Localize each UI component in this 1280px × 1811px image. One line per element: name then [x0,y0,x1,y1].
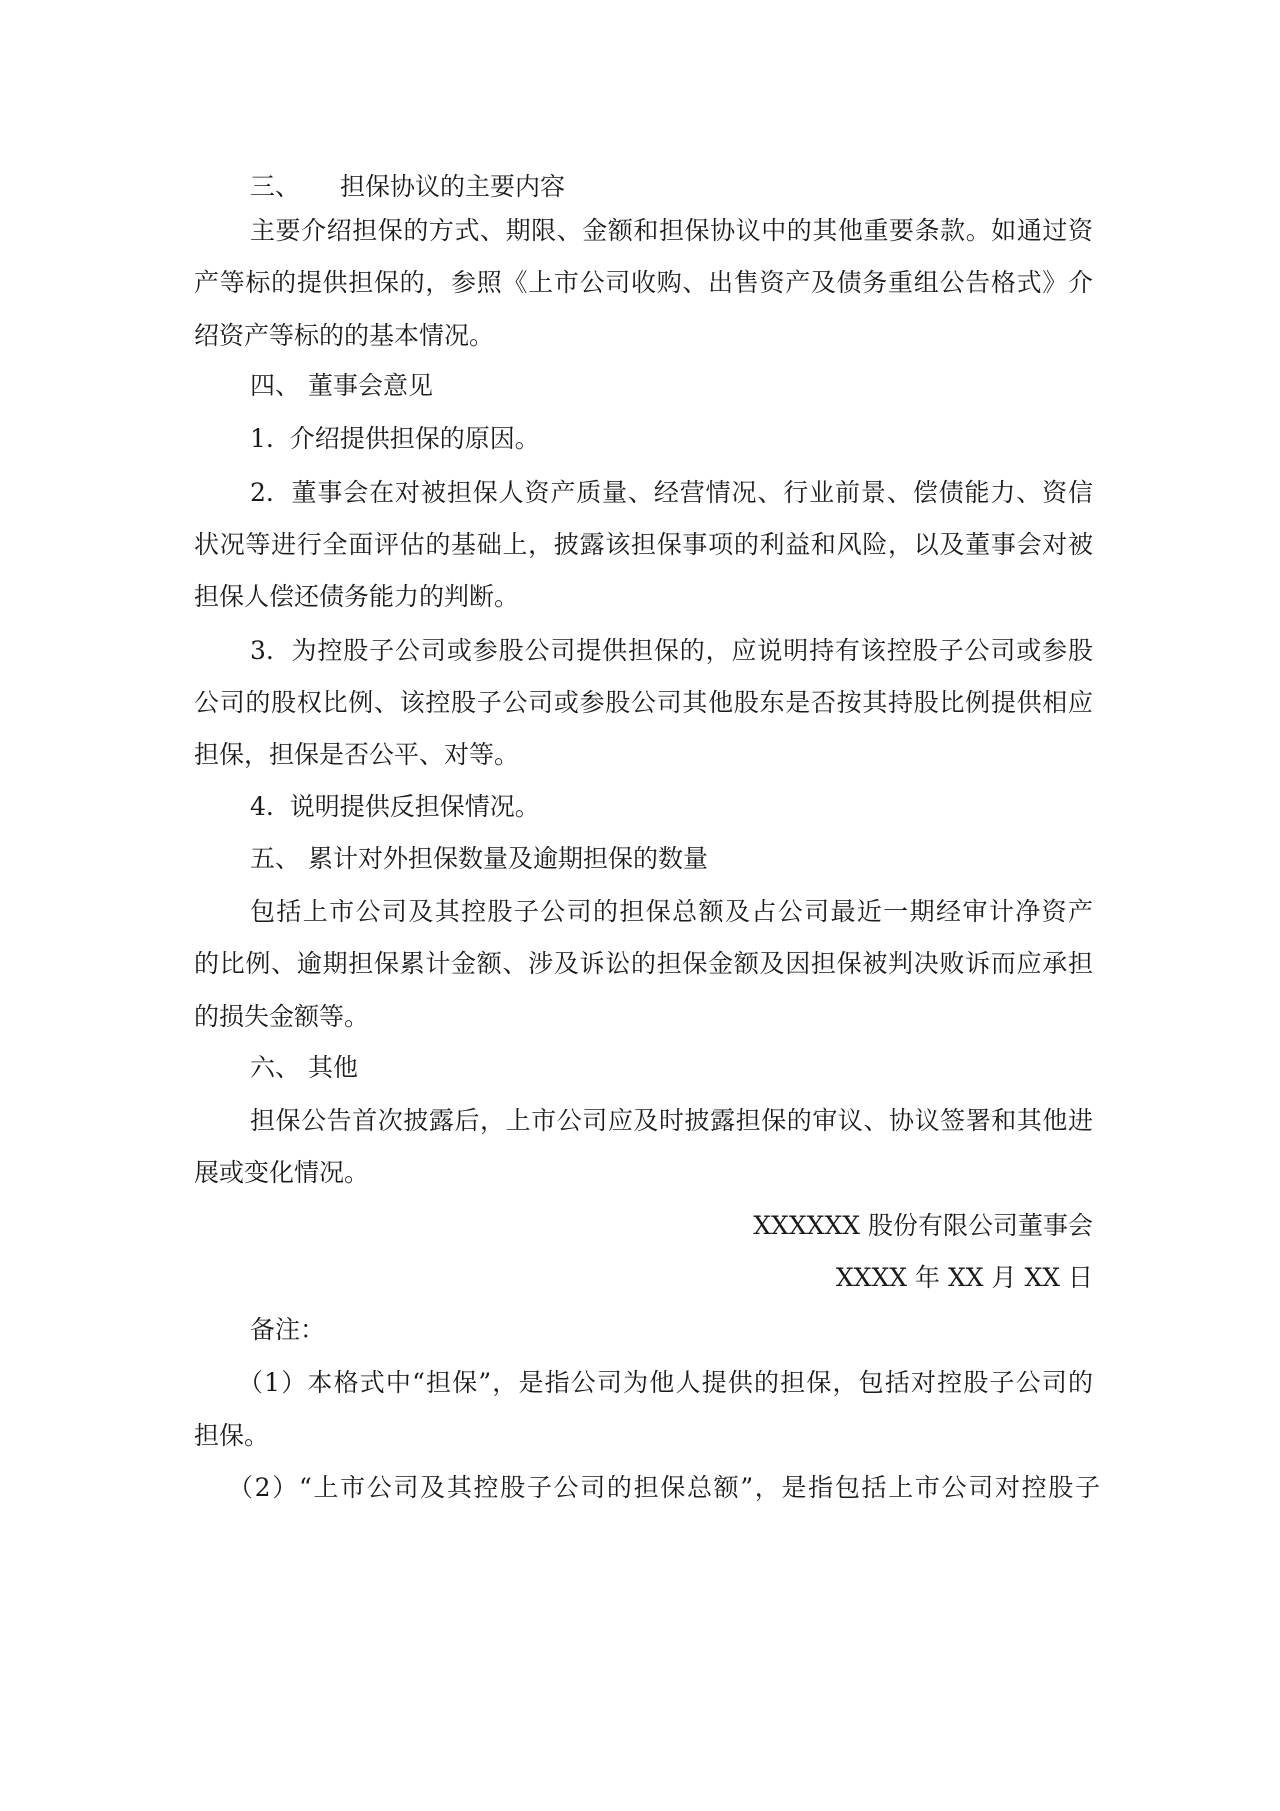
section-heading: 六、 其他 [250,1053,358,1082]
list-item: 3. 为控股子公司或参股公司提供担保的，应说明持有该控股子公司或参股 [250,636,1093,665]
section-title: 担保协议的主要内容 [340,172,566,201]
paragraph-line: 担保，担保是否公平、对等。 [194,740,520,769]
list-item: 1. 介绍提供担保的原因。 [250,424,540,453]
paragraph-line: 公司的股权比例、该控股子公司或参股公司其他股东是否按其持股比例提供相应 [194,688,1093,717]
notes-label: 备注： [250,1315,326,1344]
section-heading [250,170,565,204]
paragraph-line: 的比例、逾期担保累计金额、涉及诉讼的担保金额及因担保被判决败诉而应承担 [194,949,1093,978]
paragraph-line: 绍资产等标的的基本情况。 [194,321,495,350]
list-item-number: 1. [250,424,274,453]
paragraph-line: 产等标的提供担保的，参照《上市公司收购、出售资产及债务重组公告格式》介 [194,268,1093,297]
paragraph-line: 展或变化情况。 [194,1158,370,1187]
section-number: 三、 [250,172,301,201]
paragraph-line: 包括上市公司及其控股子公司的担保总额及占公司最近一期经审计净资产 [250,897,1093,926]
section-heading: 五、 累计对外担保数量及逾期担保的数量 [250,844,708,873]
list-item-number: 4. [250,792,274,821]
list-item: 2. 董事会在对被担保人资产质量、经营情况、行业前景、偿债能力、资信 [250,478,1093,507]
paragraph-line: 主要介绍担保的方式、期限、金额和担保协议中的其他重要条款。如通过资 [250,216,1093,245]
note-line: （2）“上市公司及其控股子公司的担保总额”，是指包括上市公司对控股子 [228,1473,1100,1502]
list-item-number: 3. [250,636,274,665]
paragraph-line: 担保人偿还债务能力的判断。 [194,582,520,611]
paragraph-line: 的损失金额等。 [194,1002,370,1031]
list-item-number: 2. [250,478,274,507]
signature-date: XXXX 年 XX 月 XX 日 [835,1263,1093,1292]
note-line: 担保。 [194,1421,270,1450]
signature-company: XXXXXX 股份有限公司董事会 [753,1211,1093,1240]
paragraph-line: 担保公告首次披露后，上市公司应及时披露担保的审议、协议签署和其他进 [250,1106,1093,1135]
list-item: 4. 说明提供反担保情况。 [250,792,540,821]
paragraph-line: 状况等进行全面评估的基础上，披露该担保事项的利益和风险，以及董事会对被 [194,530,1093,559]
section-heading: 四、 董事会意见 [250,371,433,400]
note-line: （1）本格式中“担保”，是指公司为他人提供的担保，包括对控股子公司的 [238,1368,1093,1397]
